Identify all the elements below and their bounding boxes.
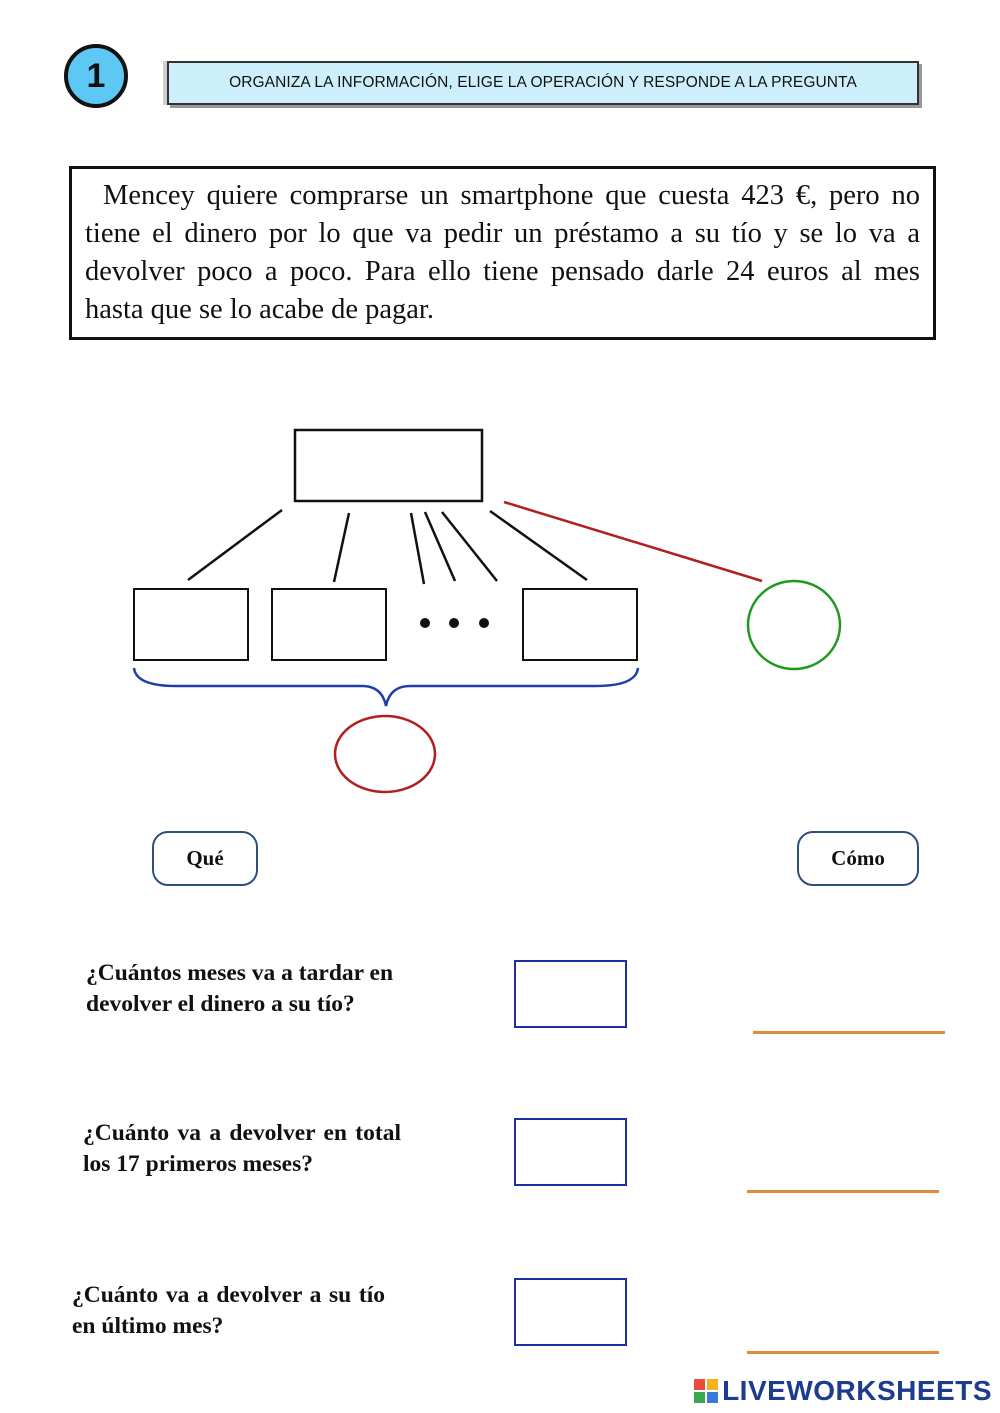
question-3: ¿Cuánto va a devolver a su tío en último mes? (72, 1282, 385, 1339)
connector-line (334, 513, 349, 582)
answer-box-2[interactable] (514, 1118, 627, 1186)
brand-square (694, 1379, 705, 1390)
brand-text: LIVEWORKSHEETS (722, 1375, 992, 1406)
brand-square (707, 1379, 718, 1390)
brand-mark-icon (694, 1379, 718, 1403)
total-box[interactable] (295, 430, 482, 501)
ellipsis-dot (449, 618, 459, 628)
que-label: Qué (152, 831, 258, 886)
answer-box-3[interactable] (514, 1278, 627, 1346)
ellipsis-dot (420, 618, 430, 628)
answer-line-2[interactable] (747, 1190, 939, 1193)
problem-statement: Mencey quiere comprarse un smartphone que cuesta 423 €, pero no tiene el dinero por lo que va pedir un préstamo a su tío y se lo va a devolver poco a poco. Para ello tiene pensado darle 24 euros al mes hasta que se lo acabe de pagar. (69, 166, 936, 340)
connector-line (490, 511, 587, 580)
brand-square (707, 1392, 718, 1403)
remainder-circle[interactable] (748, 581, 840, 669)
ellipsis-dots (420, 618, 489, 628)
part-box-2[interactable] (272, 589, 386, 660)
part-box-last[interactable] (523, 589, 637, 660)
exercise-number-badge: 1 (64, 44, 128, 108)
connector-line (188, 510, 282, 580)
answer-box-1[interactable] (514, 960, 627, 1028)
liveworksheets-logo (694, 1375, 992, 1407)
question-2: ¿Cuánto va a devolver en total los 17 primeros meses? (83, 1120, 401, 1177)
curly-brace (134, 668, 638, 706)
connector-line (411, 513, 424, 584)
brand-square (694, 1392, 705, 1403)
answer-line-1[interactable] (753, 1031, 945, 1034)
count-circle[interactable] (335, 716, 435, 792)
connector-lines (188, 510, 587, 584)
part-box-1[interactable] (134, 589, 248, 660)
question-1: ¿Cuántos meses va a tardar en devolver el dinero a su tío? (86, 960, 394, 1017)
answer-line-3[interactable] (747, 1351, 939, 1354)
remainder-connector-line (504, 502, 762, 581)
como-label: Cómo (797, 831, 919, 886)
instruction-text: ORGANIZA LA INFORMACIÓN, ELIGE LA OPERACIÓN Y RESPONDE A LA PREGUNTA (229, 74, 857, 91)
ellipsis-dot (479, 618, 489, 628)
